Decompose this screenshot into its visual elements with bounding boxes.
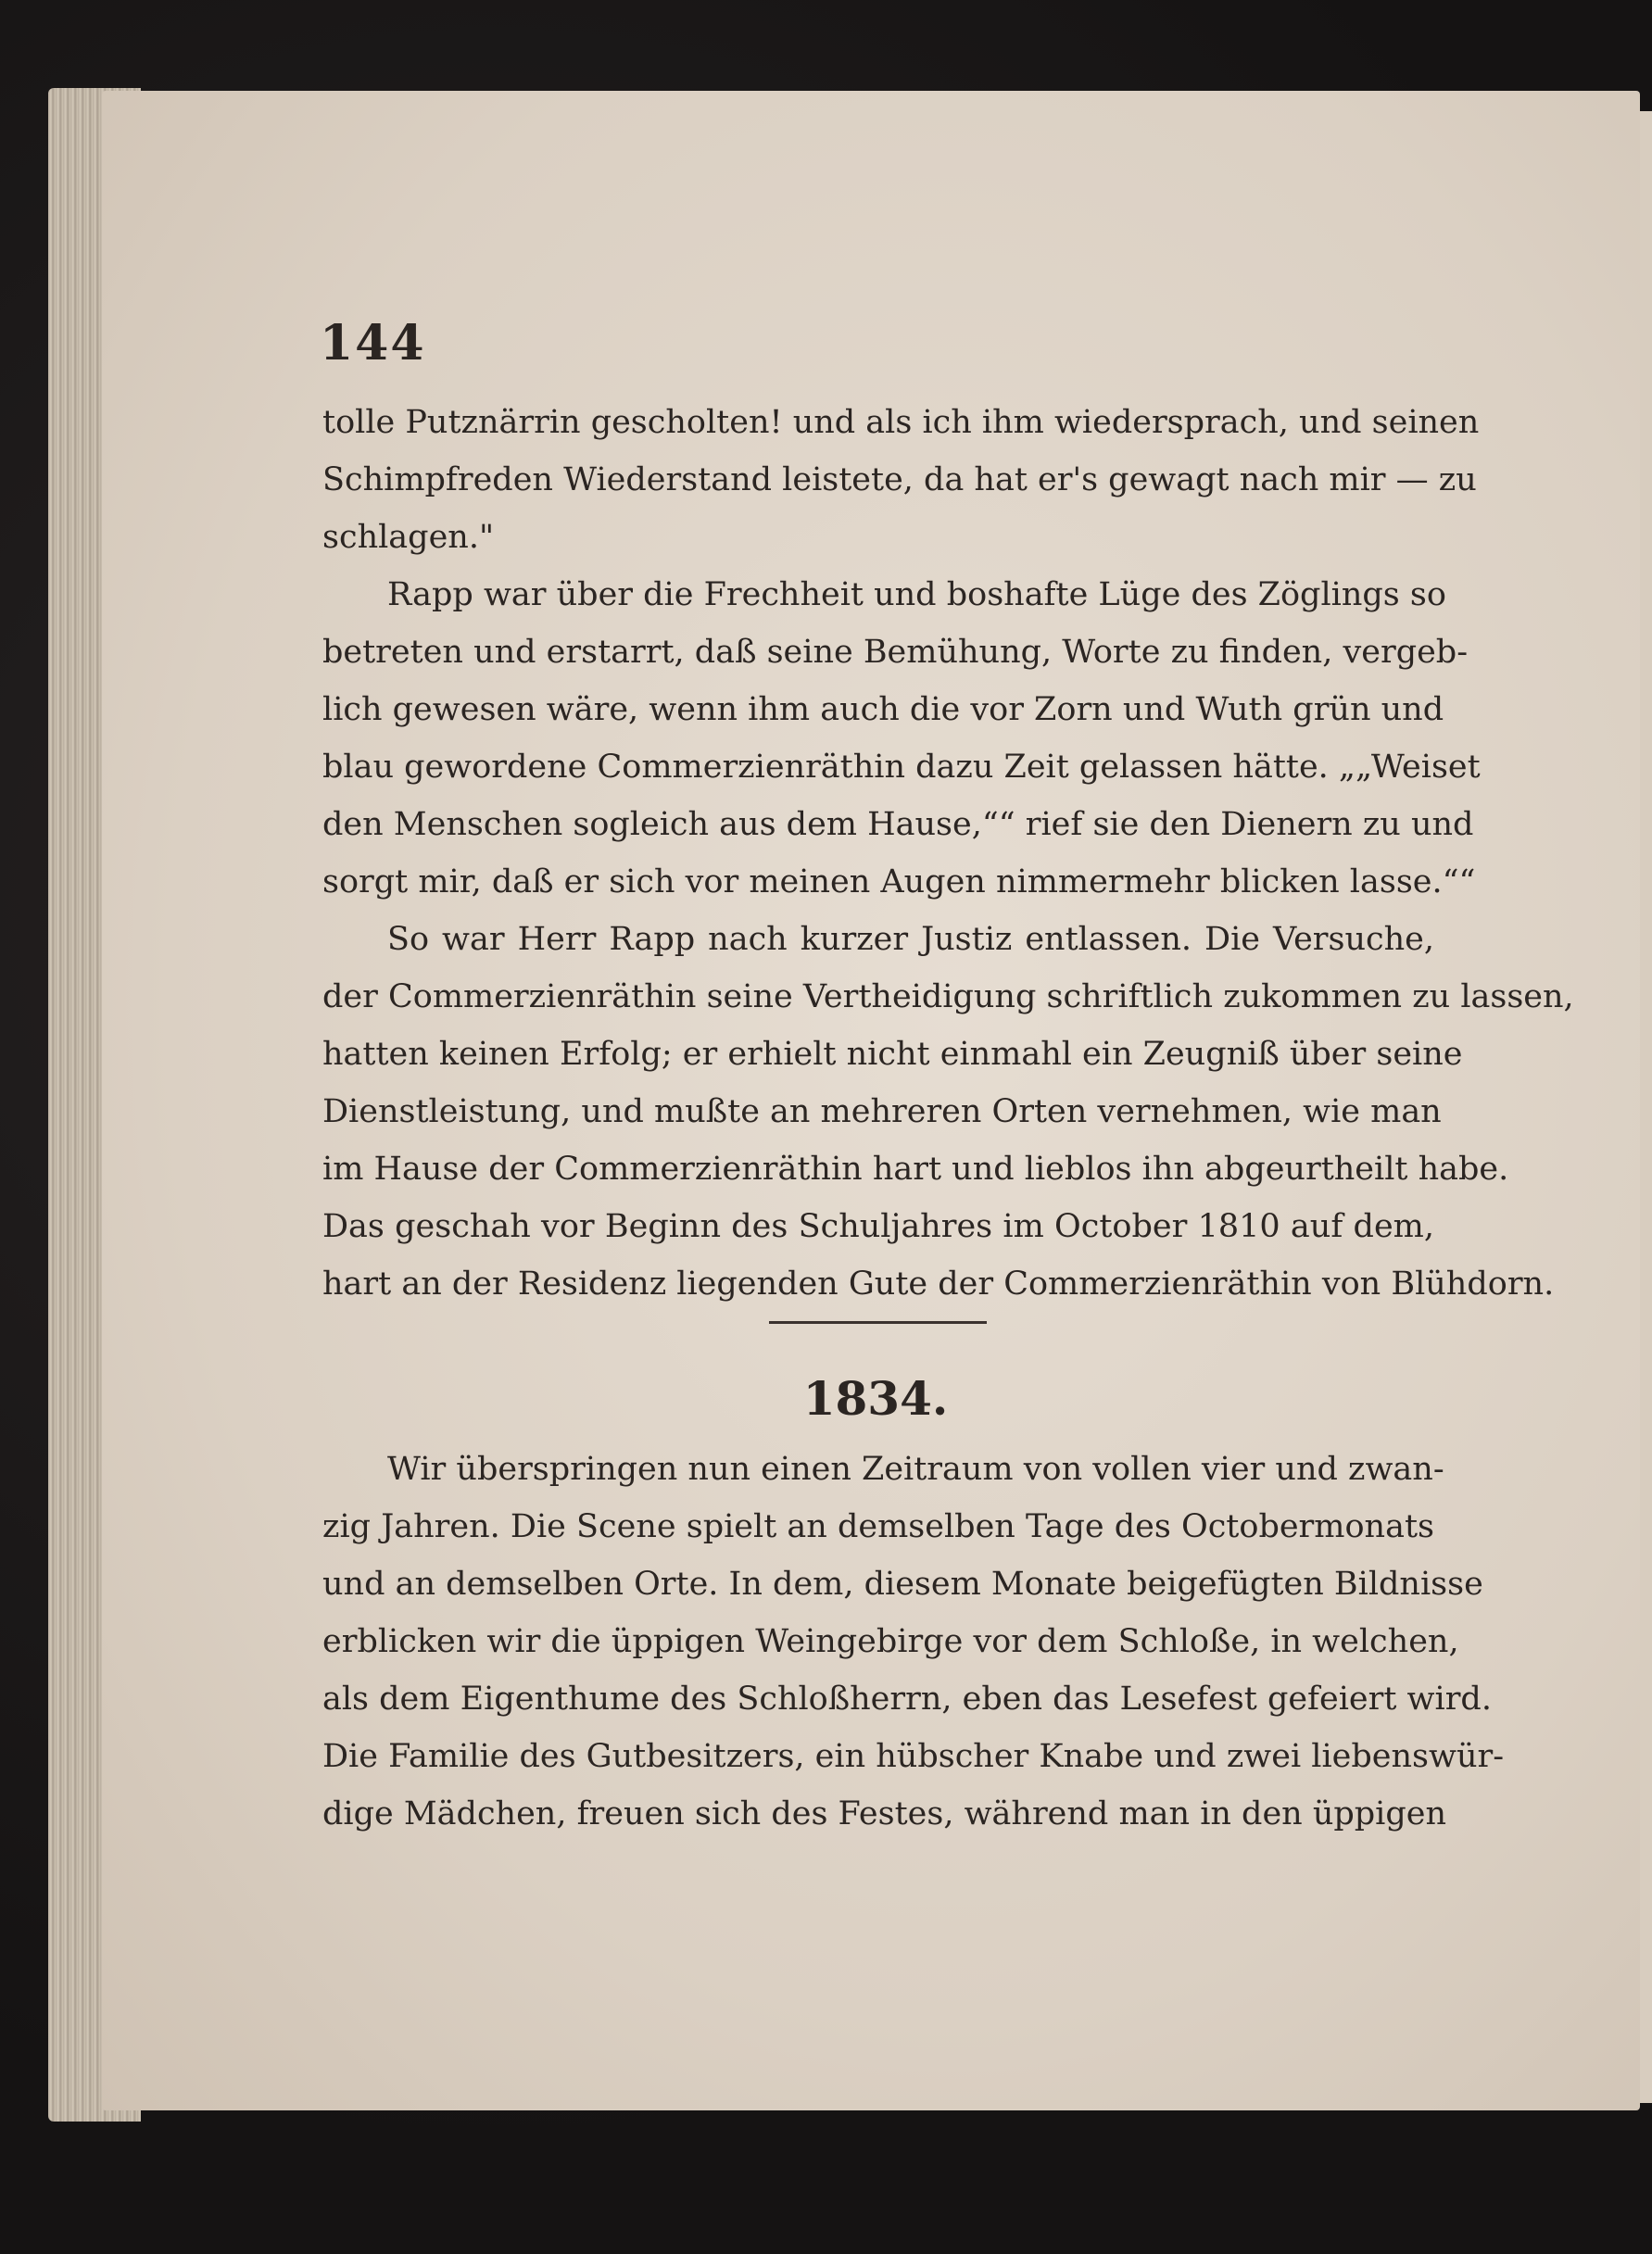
text-line: als dem Eigenthume des Schloßherrn, eben das Lesefest gefeiert wird.	[322, 1681, 1492, 1718]
text-line: erblicken wir die üppigen Weingebirge vor dem Schloße, in welchen,	[322, 1623, 1459, 1660]
text-line: lich gewesen wäre, wenn ihm auch die vor Zorn und Wuth grün und	[322, 691, 1444, 728]
text-line: schlagen."	[322, 519, 495, 556]
text-block-upper	[322, 394, 1574, 1313]
page-number: 144	[320, 315, 426, 371]
text-line: der Commerzienräthin seine Vertheidigung schriftlich zukommen zu lassen,	[322, 978, 1574, 1015]
text-line: Dienstleistung, und mußte an mehreren Orten vernehmen, wie man	[322, 1093, 1442, 1130]
text-line: Das geschah vor Beginn des Schuljahres im October 1810 auf dem,	[322, 1208, 1434, 1245]
text-block-lower	[322, 1441, 1505, 1843]
text-line: Rapp war über die Frechheit und boshafte Lüge des Zöglings so	[387, 576, 1446, 613]
text-line: So war Herr Rapp nach kurzer Justiz entlassen. Die Versuche,	[387, 921, 1434, 958]
text-line: dige Mädchen, freuen sich des Festes, während man in den üppigen	[322, 1795, 1447, 1832]
section-heading: 1834.	[802, 1371, 949, 1426]
section-divider	[769, 1321, 987, 1324]
text-line: Wir überspringen nun einen Zeitraum von vollen vier und zwan-	[387, 1451, 1444, 1488]
text-line: den Menschen sogleich aus dem Hause,““ rief sie den Dienern zu und	[322, 806, 1474, 843]
text-line: hart an der Residenz liegenden Gute der Commerzienräthin von Blühdorn.	[322, 1266, 1555, 1303]
text-line: Die Familie des Gutbesitzers, ein hübscher Knabe und zwei liebenswür-	[322, 1738, 1505, 1775]
text-line: Schimpfreden Wiederstand leistete, da hat er's gewagt nach mir — zu	[322, 461, 1477, 498]
text-line: im Hause der Commerzienräthin hart und lieblos ihn abgeurtheilt habe.	[322, 1151, 1509, 1188]
text-line: tolle Putznärrin gescholten! und als ich ihm wiedersprach, und seinen	[322, 404, 1480, 441]
text-line: sorgt mir, daß er sich vor meinen Augen nimmermehr blicken lasse.““	[322, 863, 1476, 900]
text-line: blau gewordene Commerzienräthin dazu Zeit gelassen hätte. „„Weiset	[322, 749, 1481, 786]
text-line: hatten keinen Erfolg; er erhielt nicht einmahl ein Zeugniß über seine	[322, 1036, 1463, 1073]
text-line: zig Jahren. Die Scene spielt an demselben Tage des Octobermonats	[322, 1508, 1434, 1545]
text-line: und an demselben Orte. In dem, diesem Monate beigefügten Bildnisse	[322, 1566, 1483, 1603]
text-line: betreten und erstarrt, daß seine Bemühung, Worte zu finden, vergeb-	[322, 634, 1469, 671]
